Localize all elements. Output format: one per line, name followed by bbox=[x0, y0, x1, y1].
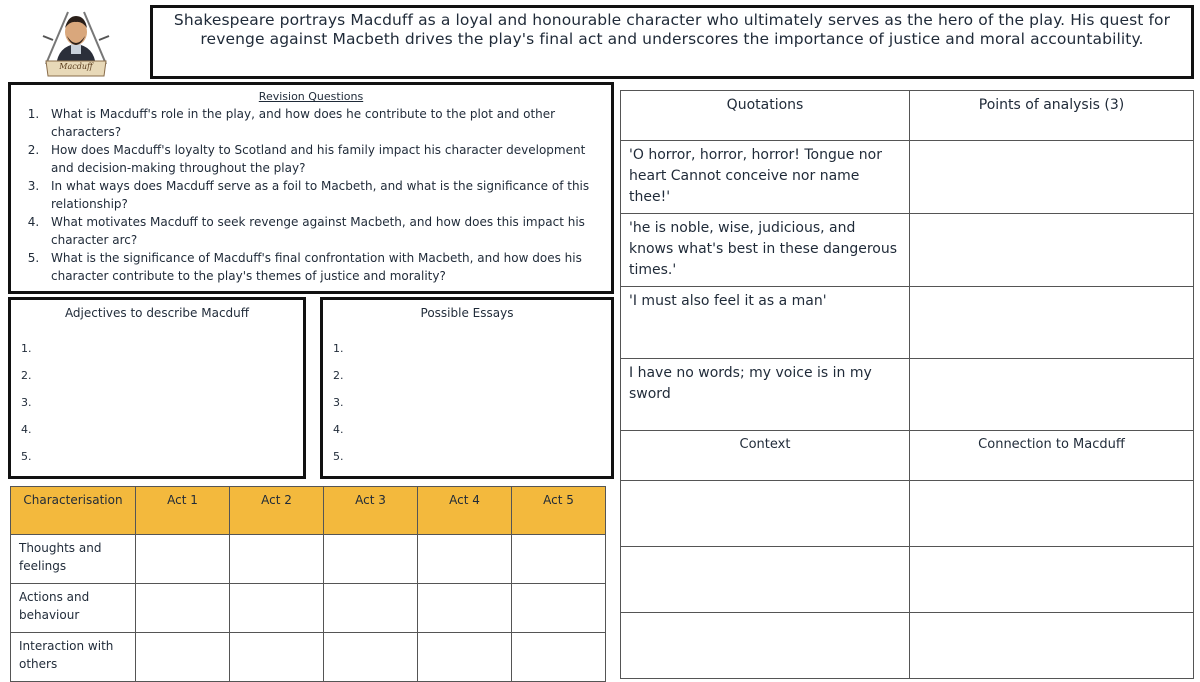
table-cell[interactable] bbox=[136, 633, 230, 682]
quotation-cell: 'O horror, horror, horror! Tongue nor heart Cannot conceive nor name thee!' bbox=[621, 141, 910, 214]
quotations-header: Quotations bbox=[621, 91, 910, 141]
macduff-portrait bbox=[38, 6, 114, 78]
table-cell[interactable] bbox=[136, 584, 230, 633]
quotation-cell: 'he is noble, wise, judicious, and knows what's best in these dangerous times.' bbox=[621, 214, 910, 287]
act-header: Act 5 bbox=[512, 487, 606, 535]
characterisation-header-row bbox=[11, 487, 606, 535]
characterisation-header: Characterisation bbox=[11, 487, 136, 535]
analysis-cell[interactable] bbox=[910, 287, 1194, 359]
essay-entry[interactable]: 1. bbox=[333, 342, 344, 355]
table-cell[interactable] bbox=[324, 584, 418, 633]
adjective-entry[interactable]: 2. bbox=[21, 369, 32, 382]
possible-essays-box bbox=[320, 297, 614, 479]
revision-question: 5. What is the significance of Macduff's final confrontation with Macbeth, and how does his character contribute to the play's themes of justice and morality? bbox=[43, 249, 601, 285]
connection-cell[interactable] bbox=[910, 481, 1194, 547]
essay-entry[interactable]: 2. bbox=[333, 369, 344, 382]
act-header: Act 4 bbox=[418, 487, 512, 535]
revision-question: 2. How does Macduff's loyalty to Scotland and his family impact his character development and decision-making throughout the play? bbox=[43, 141, 601, 177]
adjective-entry[interactable]: 3. bbox=[21, 396, 32, 409]
revision-questions-list bbox=[21, 105, 601, 285]
table-row bbox=[621, 141, 1194, 214]
table-row bbox=[621, 359, 1194, 431]
quotations-table bbox=[620, 90, 1194, 431]
act-header: Act 1 bbox=[136, 487, 230, 535]
revision-question: 4. What motivates Macduff to seek revenge against Macbeth, and how does this impact his character arc? bbox=[43, 213, 601, 249]
table-cell[interactable] bbox=[512, 633, 606, 682]
revision-question: 3. In what ways does Macduff serve as a foil to Macbeth, and what is the significance of this relationship? bbox=[43, 177, 601, 213]
connection-cell[interactable] bbox=[910, 613, 1194, 679]
analysis-cell[interactable] bbox=[910, 359, 1194, 431]
context-header-row bbox=[621, 431, 1194, 481]
quotation-cell: 'I must also feel it as a man' bbox=[621, 287, 910, 359]
table-row bbox=[621, 214, 1194, 287]
revision-question: 1. What is Macduff's role in the play, and how does he contribute to the plot and other characters? bbox=[43, 105, 601, 141]
adjectives-title: Adjectives to describe Macduff bbox=[64, 306, 250, 320]
essay-entry[interactable]: 5. bbox=[333, 450, 344, 463]
table-cell[interactable] bbox=[230, 633, 324, 682]
context-header: Context bbox=[621, 431, 910, 481]
table-cell[interactable] bbox=[230, 535, 324, 584]
table-cell[interactable] bbox=[512, 584, 606, 633]
table-cell[interactable] bbox=[418, 584, 512, 633]
row-label: Interaction with others bbox=[11, 633, 136, 682]
table-row bbox=[621, 547, 1194, 613]
analysis-header: Points of analysis (3) bbox=[910, 91, 1194, 141]
row-label: Thoughts and feelings bbox=[11, 535, 136, 584]
table-cell[interactable] bbox=[418, 535, 512, 584]
table-cell[interactable] bbox=[136, 535, 230, 584]
context-cell[interactable] bbox=[621, 547, 910, 613]
adjectives-box bbox=[8, 297, 306, 479]
table-row bbox=[621, 481, 1194, 547]
connection-cell[interactable] bbox=[910, 547, 1194, 613]
table-row bbox=[11, 633, 606, 682]
revision-questions-title: Revision Questions bbox=[258, 90, 364, 103]
table-cell[interactable] bbox=[418, 633, 512, 682]
table-cell[interactable] bbox=[230, 584, 324, 633]
row-label: Actions and behaviour bbox=[11, 584, 136, 633]
analysis-cell[interactable] bbox=[910, 214, 1194, 287]
table-row bbox=[621, 613, 1194, 679]
context-cell[interactable] bbox=[621, 613, 910, 679]
adjective-entry[interactable]: 1. bbox=[21, 342, 32, 355]
act-header: Act 3 bbox=[324, 487, 418, 535]
summary-banner: Shakespeare portrays Macduff as a loyal and honourable character who ultimately serves as the hero of the play. His quest for revenge against Macbeth drives the play's final act and underscores the importance of justice and moral accountability. bbox=[150, 5, 1194, 79]
context-cell[interactable] bbox=[621, 481, 910, 547]
essay-entry[interactable]: 3. bbox=[333, 396, 344, 409]
table-row bbox=[621, 287, 1194, 359]
table-cell[interactable] bbox=[512, 535, 606, 584]
table-cell[interactable] bbox=[324, 633, 418, 682]
portrait-name-label: Macduff bbox=[59, 62, 93, 71]
table-cell[interactable] bbox=[324, 535, 418, 584]
adjective-entry[interactable]: 5. bbox=[21, 450, 32, 463]
essay-entry[interactable]: 4. bbox=[333, 423, 344, 436]
analysis-cell[interactable] bbox=[910, 141, 1194, 214]
adjective-entry[interactable]: 4. bbox=[21, 423, 32, 436]
revision-questions-box bbox=[8, 82, 614, 294]
possible-essays-title: Possible Essays bbox=[420, 306, 514, 320]
connection-header: Connection to Macduff bbox=[910, 431, 1194, 481]
quotation-cell: I have no words; my voice is in my sword bbox=[621, 359, 910, 431]
quotations-header-row bbox=[621, 91, 1194, 141]
table-row bbox=[11, 535, 606, 584]
table-row bbox=[11, 584, 606, 633]
characterisation-table bbox=[10, 486, 606, 682]
context-table bbox=[620, 430, 1194, 679]
act-header: Act 2 bbox=[230, 487, 324, 535]
